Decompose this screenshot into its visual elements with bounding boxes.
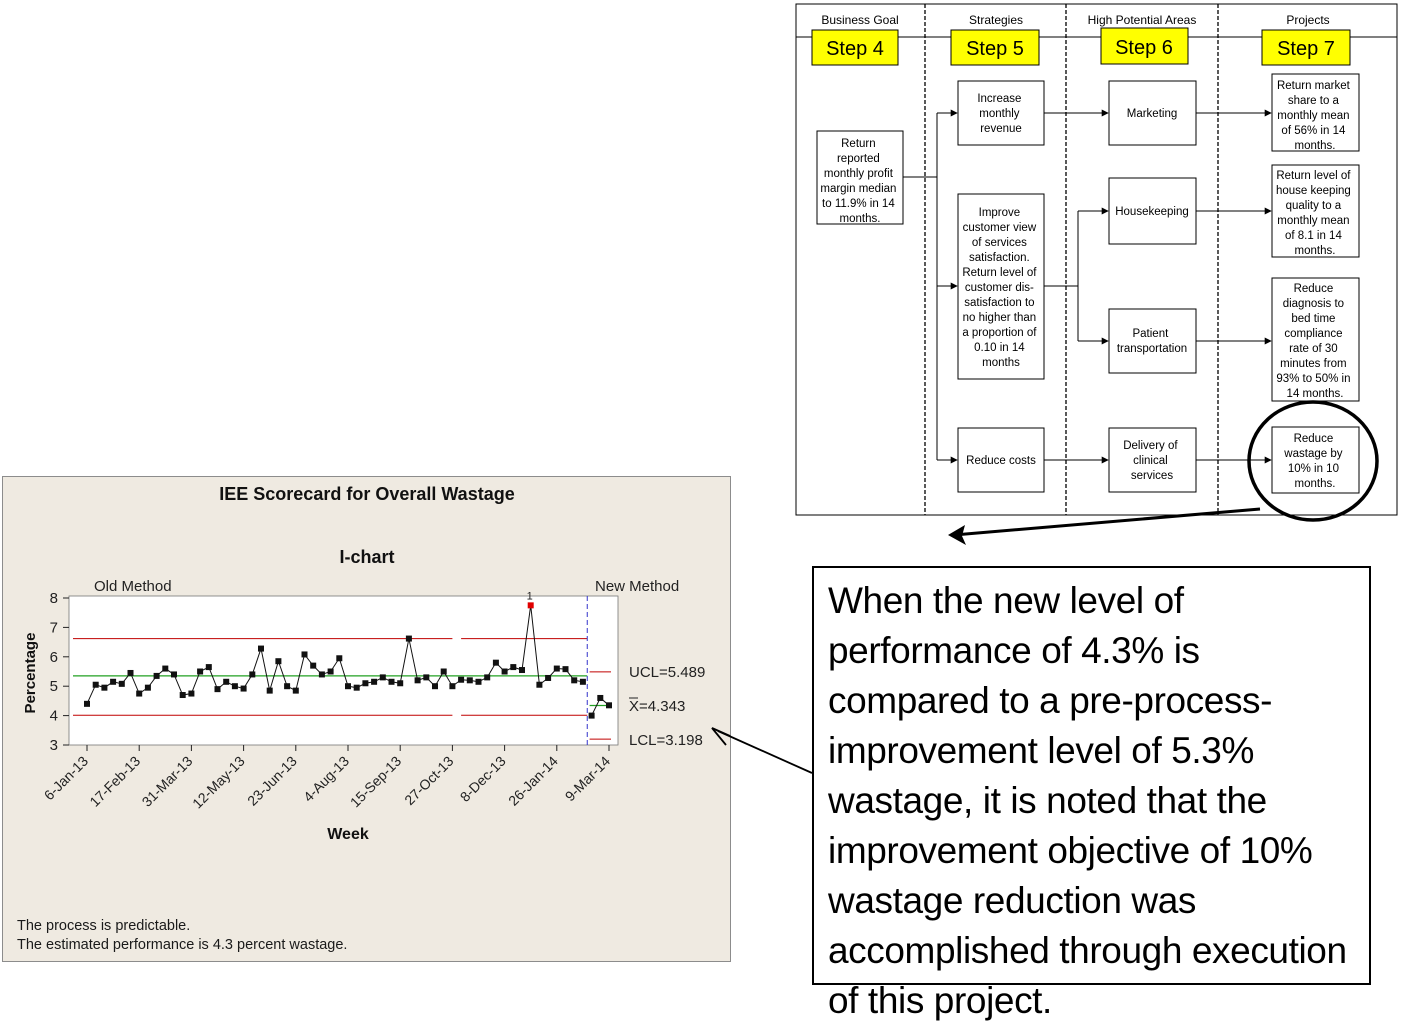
data-point xyxy=(223,679,229,685)
data-point xyxy=(389,679,395,685)
data-point xyxy=(128,670,134,676)
y-tick-label: 8 xyxy=(49,590,58,607)
center-label: X=4.343 xyxy=(629,698,686,715)
area-box xyxy=(1109,309,1196,373)
area-text: Housekeeping xyxy=(1115,206,1189,218)
data-point xyxy=(180,692,186,698)
x-tick-label: 4-Aug-13 xyxy=(300,752,353,805)
area-text: Delivery of clinical services xyxy=(1123,440,1178,482)
data-point xyxy=(502,669,508,675)
data-point xyxy=(328,669,334,675)
data-point xyxy=(484,674,490,680)
step-label: Step 5 xyxy=(966,38,1024,60)
strategy-text: Increase monthly revenue xyxy=(977,93,1022,135)
callout-box xyxy=(812,566,1371,1021)
data-point xyxy=(510,664,516,670)
data-point xyxy=(476,679,482,685)
area-text: Marketing xyxy=(1126,108,1178,120)
data-point xyxy=(354,685,360,691)
data-point xyxy=(397,680,403,686)
out-of-control-label: 1 xyxy=(526,590,533,603)
strategy-text: Reduce costs xyxy=(966,455,1036,467)
data-point xyxy=(597,695,603,701)
data-point xyxy=(458,677,464,683)
i-chart xyxy=(3,477,732,963)
data-point xyxy=(197,669,203,675)
column-header-strategies: Strategies xyxy=(968,13,1024,27)
project-text: Return market share to a monthly mean of 56% in 14 months. xyxy=(1276,80,1350,152)
data-point xyxy=(580,679,586,685)
data-point xyxy=(545,675,551,681)
step-label: Step 4 xyxy=(826,38,884,60)
x-tick-label: 23-Jun-13 xyxy=(244,752,300,809)
data-point xyxy=(536,682,542,688)
data-point xyxy=(249,671,255,677)
stage-label-old: Old Method xyxy=(94,578,172,595)
data-point xyxy=(432,683,438,689)
data-point xyxy=(215,686,221,692)
data-point xyxy=(293,688,299,694)
step-label: Step 7 xyxy=(1277,38,1335,60)
data-point xyxy=(267,688,273,694)
data-point xyxy=(110,679,116,685)
data-point xyxy=(310,663,316,669)
y-tick-label: 3 xyxy=(49,737,58,754)
data-point xyxy=(284,683,290,689)
data-point xyxy=(154,673,160,679)
data-point xyxy=(441,669,447,675)
data-point xyxy=(302,651,308,657)
data-point xyxy=(162,666,168,672)
column-header-projects: Projects xyxy=(1286,13,1330,27)
data-point xyxy=(554,666,560,672)
goal-text: Return reported monthly profit margin median to 11.9% in 14 months. xyxy=(820,138,897,225)
data-point xyxy=(188,691,194,697)
step-label: Step 6 xyxy=(1115,37,1173,59)
scorecard-title: IEE Scorecard for Overall Wastage xyxy=(219,484,515,504)
area-text: Patient transportation xyxy=(1116,328,1188,355)
project-text: Return level of house keeping quality to a monthly mean of 8.1 in 14 months. xyxy=(1275,170,1351,257)
y-tick-label: 7 xyxy=(49,619,58,637)
x-tick-label: 26-Jan-14 xyxy=(505,752,561,809)
x-axis-label: Week xyxy=(327,826,369,843)
data-point xyxy=(345,683,351,689)
project-text: Reduce wastage by 10% in 10 months. xyxy=(1284,433,1343,490)
data-point xyxy=(563,666,569,672)
data-point xyxy=(589,713,595,719)
y-axis-label: Percentage xyxy=(22,632,39,714)
scorecard-panel xyxy=(2,476,731,962)
data-point xyxy=(380,674,386,680)
column-header-high-potential-areas: High Potential Areas xyxy=(1087,13,1197,27)
y-tick-label: 4 xyxy=(49,707,58,725)
data-point xyxy=(93,682,99,688)
data-point xyxy=(319,671,325,677)
data-point xyxy=(336,655,342,661)
stage-label-new: New Method xyxy=(595,578,680,595)
data-point xyxy=(606,702,612,708)
predictability-note: The process is predictable. xyxy=(17,918,191,934)
data-point xyxy=(493,660,499,666)
performance-note: The estimated performance is 4.3 percent wastage. xyxy=(17,937,348,953)
x-tick-label: 8-Dec-13 xyxy=(456,752,509,805)
data-point xyxy=(571,677,577,683)
data-point xyxy=(241,686,247,692)
data-point xyxy=(119,681,125,687)
column-header-business-goal: Business Goal xyxy=(821,13,899,27)
data-point xyxy=(371,679,377,685)
data-point xyxy=(519,667,525,673)
data-point xyxy=(415,677,421,683)
data-point xyxy=(84,701,90,707)
y-tick-label: 5 xyxy=(49,678,58,696)
x-tick-label: 27-Oct-13 xyxy=(401,752,457,809)
data-point xyxy=(467,677,473,683)
x-tick-label: 12-May-13 xyxy=(189,752,248,812)
out-of-control-point xyxy=(528,602,534,608)
data-point xyxy=(171,671,177,677)
data-point xyxy=(232,683,238,689)
data-point xyxy=(258,646,264,652)
data-point xyxy=(206,664,212,670)
strategy-text: Improve customer view of services satisfaction. Return level of customer dis- satisfaction to no higher than a proportion of 0.10 in 14 months xyxy=(962,207,1037,369)
lcl-label: LCL=3.198 xyxy=(629,732,703,749)
chart-title: I-chart xyxy=(339,547,395,567)
ucl-label: UCL=5.489 xyxy=(629,664,706,681)
project-text: Reduce diagnosis to bed time compliance rate of 30 minutes from 93% to 50% in 14 months. xyxy=(1276,283,1351,400)
data-point xyxy=(101,685,107,691)
data-point xyxy=(406,636,412,642)
x-tick-label: 17-Feb-13 xyxy=(86,752,144,810)
y-tick-label: 6 xyxy=(49,648,58,666)
data-point xyxy=(362,680,368,686)
data-point xyxy=(145,685,151,691)
data-point xyxy=(449,683,455,689)
x-tick-label: 6-Jan-13 xyxy=(40,752,92,804)
data-point xyxy=(275,658,281,664)
x-tick-label: 15-Sep-13 xyxy=(346,752,405,811)
data-point xyxy=(136,691,142,697)
data-point xyxy=(423,674,429,680)
x-tick-label: 9-Mar-14 xyxy=(561,752,614,805)
x-tick-label: 31-Mar-13 xyxy=(138,752,196,810)
callout-text: When the new level of performance of 4.3% is compared to a pre-process-improvement level of 5.3% wastage, it is noted that the improvement objective of 10% wastage reduction was accomplished through execution of this project. xyxy=(828,580,1347,1021)
